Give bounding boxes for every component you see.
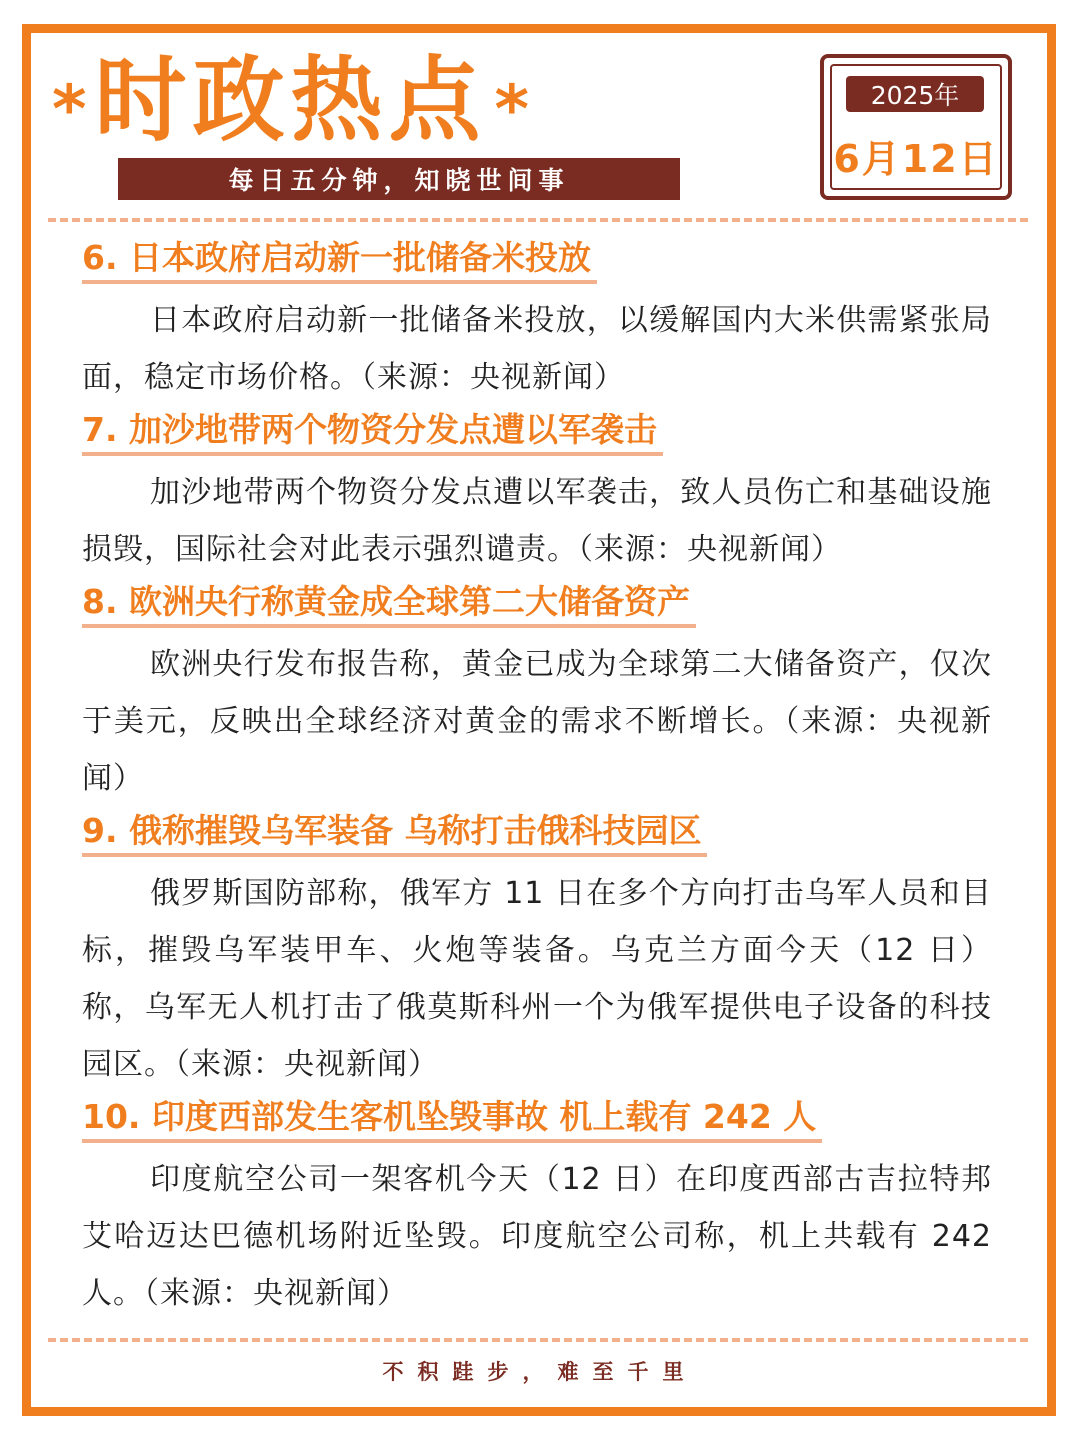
date-badge (820, 54, 1012, 200)
news-headline: 8. 欧洲央行称黄金成全球第二大储备资产 (82, 580, 696, 628)
news-item (82, 580, 992, 807)
news-item (82, 1095, 992, 1322)
star-left-icon: * (52, 71, 87, 148)
news-item (82, 236, 992, 406)
news-item (82, 408, 992, 578)
news-list (82, 236, 992, 1324)
news-headline: 10. 印度西部发生客机坠毁事故 机上载有 242 人 (82, 1095, 822, 1143)
page-title: 时政热点 (94, 47, 487, 154)
star-right-icon: * (494, 71, 530, 148)
news-body: 欧洲央行发布报告称，黄金已成为全球第二大储备资产，仅次于美元，反映出全球经济对黄金的需求不断增长。（来源：央视新闻） (82, 647, 992, 796)
date-day: 6月12日 (833, 137, 999, 181)
date-year: 2025年 (846, 76, 984, 112)
top-divider (48, 218, 1028, 222)
news-body: 印度航空公司一架客机今天（12 日）在印度西部古吉拉特邦艾哈迈达巴德机场附近坠毁。印度航空公司称，机上共载有 242 人。（来源：央视新闻） (82, 1162, 992, 1311)
news-headline: 7. 加沙地带两个物资分发点遭以军袭击 (82, 408, 663, 456)
title-row (52, 46, 529, 156)
news-headline: 9. 俄称摧毁乌军装备 乌称打击俄科技园区 (82, 809, 707, 857)
subtitle-banner: 每日五分钟，知晓世间事 (118, 158, 680, 200)
news-body: 俄罗斯国防部称，俄军方 11 日在多个方向打击乌军人员和目标，摧毁乌军装甲车、火炮等装备。乌克兰方面今天（12 日）称，乌军无人机打击了俄莫斯科州一个为俄军提供电子设备的科技园区。（来源：央视新闻） (82, 876, 992, 1082)
news-body: 日本政府启动新一批储备米投放，以缓解国内大米供需紧张局面，稳定市场价格。（来源：央视新闻） (82, 303, 992, 395)
news-headline: 6. 日本政府启动新一批储备米投放 (82, 236, 597, 284)
news-body: 加沙地带两个物资分发点遭以军袭击，致人员伤亡和基础设施损毁，国际社会对此表示强烈谴责。（来源：央视新闻） (82, 475, 992, 567)
news-item (82, 809, 992, 1093)
footer-motto: 不积跬步，难至千里 (382, 1360, 698, 1384)
bottom-divider (48, 1338, 1028, 1342)
